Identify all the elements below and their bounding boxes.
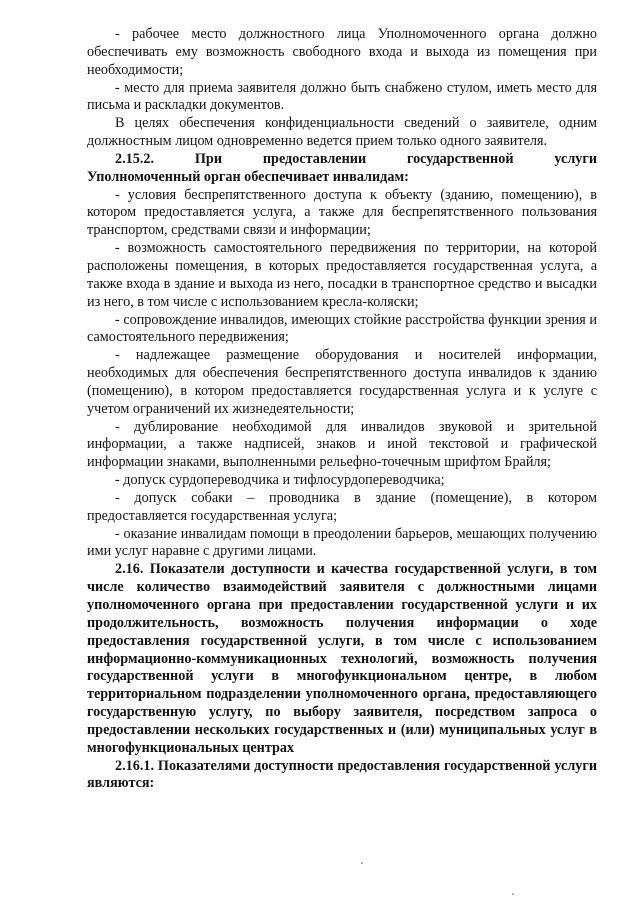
- paragraph-movement: - возможность самостоятельного передвижения по территории, на которой расположены помещения, в которых предоставляется государственная услуга, а также входа в здание и выхода из него, посадки в транспортное средство и высадки из него, в том числе с использованием кресла-коляски;: [87, 240, 597, 310]
- paragraph-accompaniment: - сопровождение инвалидов, имеющих стойкие расстройства функции зрения и самостоятельного передвижения;: [87, 311, 597, 346]
- paragraph-reception-place: - место для приема заявителя должно быть снабжено стулом, иметь место для письма и раскладки документов.: [87, 79, 597, 114]
- document-body: [87, 26, 601, 793]
- paragraph-equipment: - надлежащее размещение оборудования и носителей информации, необходимых для обеспечения беспрепятственного доступа инвалидов к зданию (помещению), в котором предоставляется государственная услуга и к услуге с учетом ограничений их жизнедеятельности;: [87, 347, 597, 417]
- paragraph-duplication: - дублирование необходимой для инвалидов звуковой и зрительной информации, а также надписей, знаков и иной текстовой и графической информации знаками, выполненными рельефно-точечным шрифтом Брайля;: [87, 418, 597, 471]
- heading-section-2-16-1: 2.16.1. Показателями доступности предоставления государственной услуги являются:: [87, 757, 597, 792]
- paragraph-access-conditions: - условия беспрепятственного доступа к объекту (зданию, помещению), в котором предоставляется услуга, а также для беспрепятственного пользования транспортом, средствами связи и информации;: [87, 186, 597, 239]
- heading-section-2-15-2: 2.15.2. При предоставлении государственной услуги Уполномоченный орган обеспечивает инвалидам:: [87, 150, 601, 185]
- heading-section-2-16: 2.16. Показатели доступности и качества государственной услуги, в том числе количество взаимодействий заявителя с должностными лицами уполномоченного органа при предоставлении государственной услуги и их продолжительность, возможность получения информации о ходе предоставления государственной услуги, в том числе с использованием информационно-коммуникационных технологий, возможность получения государственной услуги в многофункциональном центре, в любом территориальном подразделении уполномоченного органа, предоставляющего государственную услугу, по выбору заявителя, посредством запроса о предоставлении нескольких государственных и (или) муниципальных услуг в многофункциональных центрах: [87, 561, 597, 756]
- paragraph-interpreter: - допуск сурдопереводчика и тифлосурдопереводчика;: [115, 472, 445, 489]
- paragraph-confidentiality: В целях обеспечения конфиденциальности сведений о заявителе, одним должностным лицом одновременно ведется прием только одного заявителя.: [87, 115, 597, 150]
- paragraph-assistance: - оказание инвалидам помощи в преодолении барьеров, мешающих получению ими услуг наравне с другими лицами.: [87, 525, 597, 560]
- paragraph-guide-dog: - допуск собаки – проводника в здание (помещение), в котором предоставляется государственная услуга;: [87, 489, 597, 524]
- scan-speck: [512, 893, 514, 895]
- scan-speck: [361, 862, 363, 864]
- paragraph-workplace: - рабочее место должностного лица Уполномоченного органа должно обеспечивать ему возможность свободного входа и выхода из помещения при необходимости;: [87, 26, 597, 78]
